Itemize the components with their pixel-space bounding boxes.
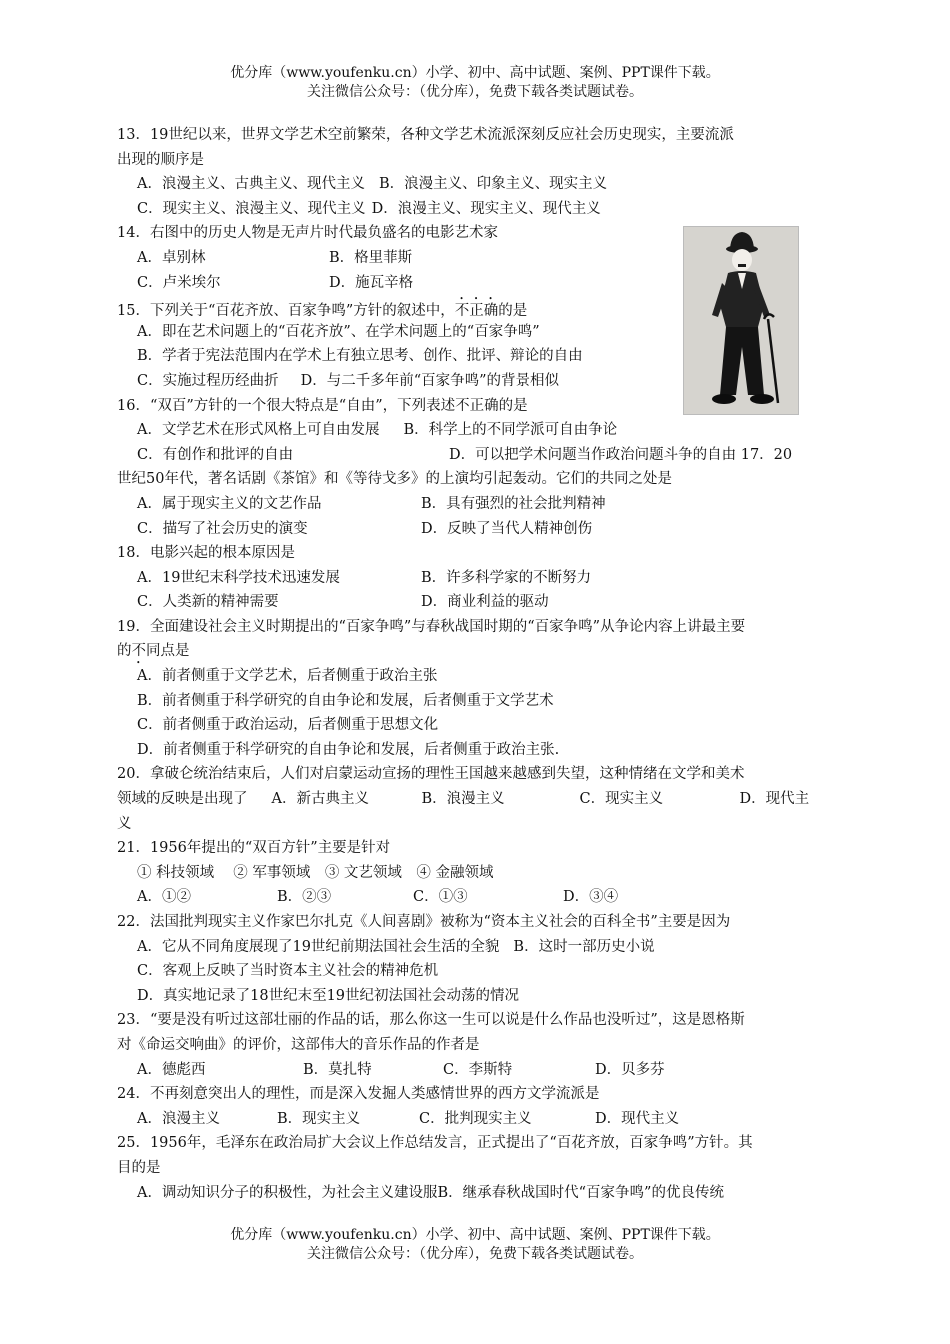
q25-options-ab: A．调动知识分子的积极性，为社会主义建设服B．继承春秋战国时代“百家争鸣”的优良传统 [137,1184,724,1201]
q19-stem-emphasis: 不 [131,643,146,660]
q18-option-a: A．19世纪末科学技术迅速发展 [137,569,340,586]
q22-option-a: A．它从不同角度展现了19世纪前期法国社会生活的全貌 [137,938,500,955]
q14-options-cd [117,271,839,296]
q16-options-cd [117,443,839,468]
q13-stem-cont: 出现的顺序是 [117,151,204,168]
q18-option-d: D．商业利益的驱动 [421,594,549,611]
q15-stem-post: 的是 [498,303,528,320]
q22-options-ab [117,935,839,960]
q14-stem: 14．右图中的历史人物是无声片时代最负盛名的电影艺术家 [117,225,498,242]
q21-options [117,885,839,910]
q13-stem: 13．19世纪以来，世界文学艺术空前繁荣，各种文学艺术流派深刻反应社会历史现实，主要流派 [117,127,734,143]
q20-stem-cont: 领域的反映是出现了 [117,791,248,808]
q15-option-c: C．实施过程历经曲折 [137,372,279,389]
q20-option-c: C．现实主义 [579,791,664,808]
q24-option-d: D．现代主义 [595,1110,680,1127]
q21-option-d: D．③④ [563,889,619,906]
q16-option-d: D．可以把学术问题当作政治问题斗争的自由 17．20 [449,446,793,463]
question-list [117,123,839,1205]
q15-option-a: A．即在艺术问题上的“百花齐放”、在学术问题上的“百家争鸣” [137,323,540,340]
q14-options-ab [117,246,839,271]
q21-items: ① 科技领域 ② 军事领域 ③ 文艺领域 ④ 金融领域 [137,864,494,881]
q16-option-c: C．有创作和批评的自由 [137,446,294,463]
q14-option-a: A．卓别林 [137,249,206,266]
q16-option-a: A．文学艺术在形式风格上可自由发展 [137,422,380,439]
q23-stem-cont: 对《命运交响曲》的评价，这部伟大的音乐作品的作者是 [117,1036,480,1053]
q17-option-b: B．具有强烈的社会批判精神 [421,495,606,512]
footer-banner [0,1226,950,1264]
q15-stem-pre: 15．下列关于“百花齐放、百家争鸣”方针的叙述中， [117,303,455,320]
q21-stem: 21．1956年提出的“双百方针”主要是针对 [117,840,391,857]
header-banner [0,64,950,102]
q14-option-b: B．格里菲斯 [329,249,413,266]
q25-stem: 25．1956年，毛泽东在政治局扩大会议上作总结发言，正式提出了“百花齐放，百家争鸣”方针。其 [117,1135,753,1152]
q18-options-cd [117,590,839,615]
q19-option-d: D．前者侧重于科学研究的自由争论和发展，后者侧重于政治主张. [137,741,560,758]
q22-option-b: B．这时一部历史小说 [513,938,655,955]
q22-option-d: D．真实地记录了18世纪末至19世纪初法国社会动荡的情况 [137,987,520,1004]
q16-options-ab [117,418,839,443]
q19-stem-pre: 的 [117,643,132,660]
q15-option-d: D．与二千多年前“百家争鸣”的背景相似 [300,372,560,389]
q20-option-a: A．新古典主义 [271,791,369,808]
q20-stem-options [117,787,839,812]
q24-stem: 24．不再刻意突出人的理性，而是深入发掘人类感情世界的西方文学流派是 [117,1086,600,1103]
q13-options-cd [117,197,839,222]
q23-option-b: B．莫扎特 [303,1061,372,1078]
q16-option-b: B．科学上的不同学派可自由争论 [403,422,618,439]
q18-options-ab [117,566,839,591]
q22-option-c: C．客观上反映了当时资本主义社会的精神危机 [137,963,439,980]
q18-option-c: C．人类新的精神需要 [137,594,279,611]
q15-option-b: B．学者于宪法范围内在学术上有独立思考、创作、批评、辩论的自由 [137,348,583,365]
q14-option-d: D．施瓦辛格 [329,274,414,291]
q20-option-b: B．浪漫主义 [421,791,505,808]
q25-stem-cont: 目的是 [117,1159,161,1176]
q15-stem-emphasis: 不正确 [454,303,499,320]
q13-options-ab [117,172,839,197]
q23-options [117,1058,839,1083]
q20-option-d: D．现代主 [739,791,810,808]
q17-option-a: A．属于现实主义的文艺作品 [137,495,322,512]
q19-option-b: B．前者侧重于科学研究的自由争论和发展，后者侧重于文学艺术 [137,692,554,709]
q13-option-d: D．浪漫主义、现实主义、现代主义 [371,200,601,217]
q13-option-a: A．浪漫主义、古典主义、现代主义 [137,176,365,193]
q19-option-a: A．前者侧重于文学艺术，后者侧重于政治主张 [137,668,438,685]
q23-option-a: A．德彪西 [137,1061,206,1078]
q18-stem: 18．电影兴起的根本原因是 [117,545,295,562]
footer-line-2: 关注微信公众号：（优分库），免费下载各类试题试卷。 [307,1246,643,1262]
q24-options [117,1107,839,1132]
q21-option-c: C．①③ [413,889,468,906]
q15-options-cd [117,369,839,394]
q22-stem: 22．法国批判现实主义作家巴尔扎克《人间喜剧》被称为“资本主义社会的百科全书”主要是因为 [117,914,731,930]
q21-option-b: B．②③ [277,889,332,906]
q19-stem: 19．全面建设社会主义时期提出的“百家争鸣”与春秋战国时期的“百家争鸣”从争论内容上讲最主要 [117,618,746,635]
q19-stem-cont [117,639,839,664]
q14-option-c: C．卢米埃尔 [137,274,221,291]
q13-option-b: B．浪漫主义、印象主义、现实主义 [378,176,608,193]
footer-line-1: 优分库（www.youfenku.cn）小学、初中、高中试题、案例、PPT课件下载。 [230,1227,720,1243]
q17-options-cd [117,517,839,542]
q13-option-c: C．现实主义、浪漫主义、现代主义 [137,200,366,217]
q20-stem: 20．拿破仑统治结束后，人们对启蒙运动宣扬的理性王国越来越感到失望，这种情绪在文学和美术 [117,766,745,783]
banner-line-1: 优分库（www.youfenku.cn）小学、初中、高中试题、案例、PPT课件下载。 [230,65,720,81]
q19-stem-post: 同点是 [146,643,190,660]
q17-option-d: D．反映了当代人精神创伤 [421,520,593,537]
q19-option-c: C．前者侧重于政治运动，后者侧重于思想文化 [137,717,439,734]
q17-stem: 世纪50年代，著名话剧《茶馆》和《等待戈多》的上演均引起轰动。它们的共同之处是 [117,471,672,488]
banner-line-2: 关注微信公众号：（优分库），免费下载各类试题试卷。 [307,84,643,100]
q20-stem-end: 义 [117,815,132,832]
q17-options-ab [117,492,839,517]
q23-option-d: D．贝多芬 [595,1061,665,1078]
q24-option-a: A．浪漫主义 [137,1110,220,1127]
q23-option-c: C．李斯特 [443,1061,513,1078]
q16-stem: 16．“双百”方针的一个很大特点是“自由”，下列表述不正确的是 [117,397,528,414]
q24-option-b: B．现实主义 [277,1110,361,1127]
q24-option-c: C．批判现实主义 [419,1110,532,1127]
q17-option-c: C．描写了社会历史的演变 [137,520,308,537]
q21-option-a: A．①② [137,889,191,906]
q23-stem: 23．“要是没有听过这部壮丽的作品的话，那么你这一生可以说是什么作品也没听过”，这是恩格斯 [117,1012,745,1029]
q18-option-b: B．许多科学家的不断努力 [421,569,592,586]
q15-stem [117,295,839,320]
